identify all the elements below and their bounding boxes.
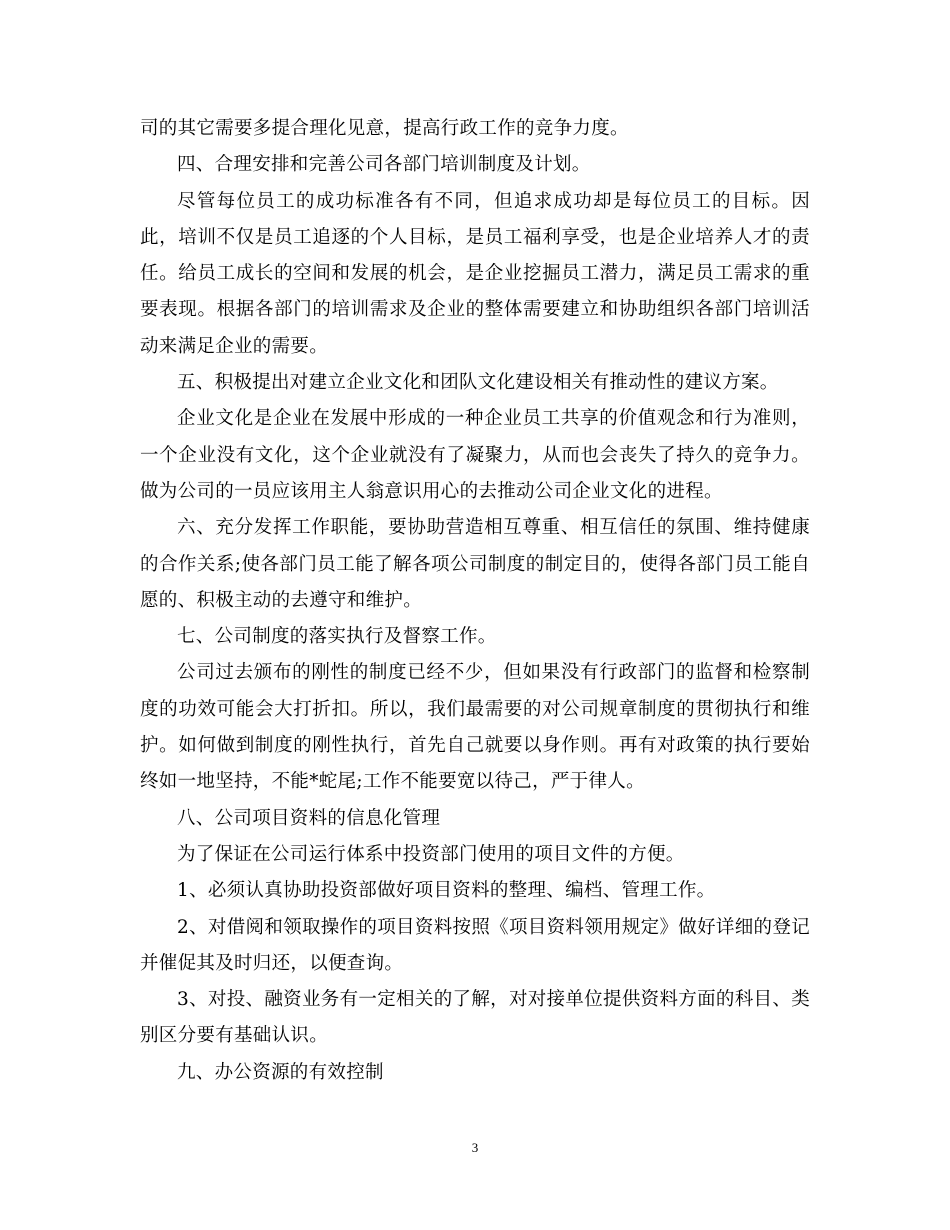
section-heading-6: 六、充分发挥工作职能，要协助营造相互尊重、相互信任的氛围、维持健康的合作关系;使各部门员工能了解各项公司制度的制定目的，使得各部门员工能自愿的、积极主动的去遵守和维护。 [140, 517, 810, 611]
list-item-3: 3、对投、融资业务有一定相关的了解，对对接单位提供资料方面的科目、类别区分要有基础认识。 [140, 989, 810, 1047]
section-heading-9: 九、办公资源的有效控制 [177, 1061, 384, 1083]
paragraph-training: 尽管每位员工的成功标准各有不同，但追求成功却是每位员工的目标。因此，培训不仅是员工追逐的个人目标，是员工福利享受，也是企业培养人才的责任。给员工成长的空间和发展的机会，是企业挖掘员工潜力，满足员工需求的重要表现。根据各部门的培训需求及企业的整体需要建立和协助组织各部门培训活动来满足企业的需要。 [140, 190, 810, 357]
paragraph-continuation: 司的其它需要多提合理化见意，提高行政工作的竞争力度。 [140, 118, 629, 139]
list-item-2: 2、对借阅和领取操作的项目资料按照《项目资料领用规定》做好详细的登记并催促其及时归还，以便查询。 [140, 916, 810, 974]
list-item-1: 1、必须认真协助投资部做好项目资料的整理、编档、管理工作。 [177, 880, 716, 902]
section-heading-5: 五、积极提出对建立企业文化和团队文化建设相关有推动性的建议方案。 [177, 372, 779, 394]
paragraph-culture: 企业文化是企业在发展中形成的一种企业员工共享的价值观念和行为准则，一个企业没有文化，这个企业就没有了凝聚力，从而也会丧失了持久的竞争力。做为公司的一员应该用主人翁意识用心的去推动公司企业文化的进程。 [140, 408, 810, 502]
paragraph-project-files: 为了保证在公司运行体系中投资部门使用的项目文件的方便。 [177, 843, 685, 865]
section-heading-4: 四、合理安排和完善公司各部门培训制度及计划。 [177, 154, 591, 176]
page-number: 3 [471, 1140, 479, 1155]
section-heading-8: 八、公司项目资料的信息化管理 [177, 807, 441, 829]
paragraph-supervision: 公司过去颁布的刚性的制度已经不少，但如果没有行政部门的监督和检察制度的功效可能会大打折扣。所以，我们最需要的对公司规章制度的贯彻执行和维护。如何做到制度的刚性执行，首先自己就要以身作则。再有对政策的执行要始终如一地坚持，不能*蛇尾;工作不能要宽以待己，严于律人。 [140, 662, 810, 793]
section-heading-7: 七、公司制度的落实执行及督察工作。 [177, 626, 497, 648]
document-body [140, 111, 810, 1091]
